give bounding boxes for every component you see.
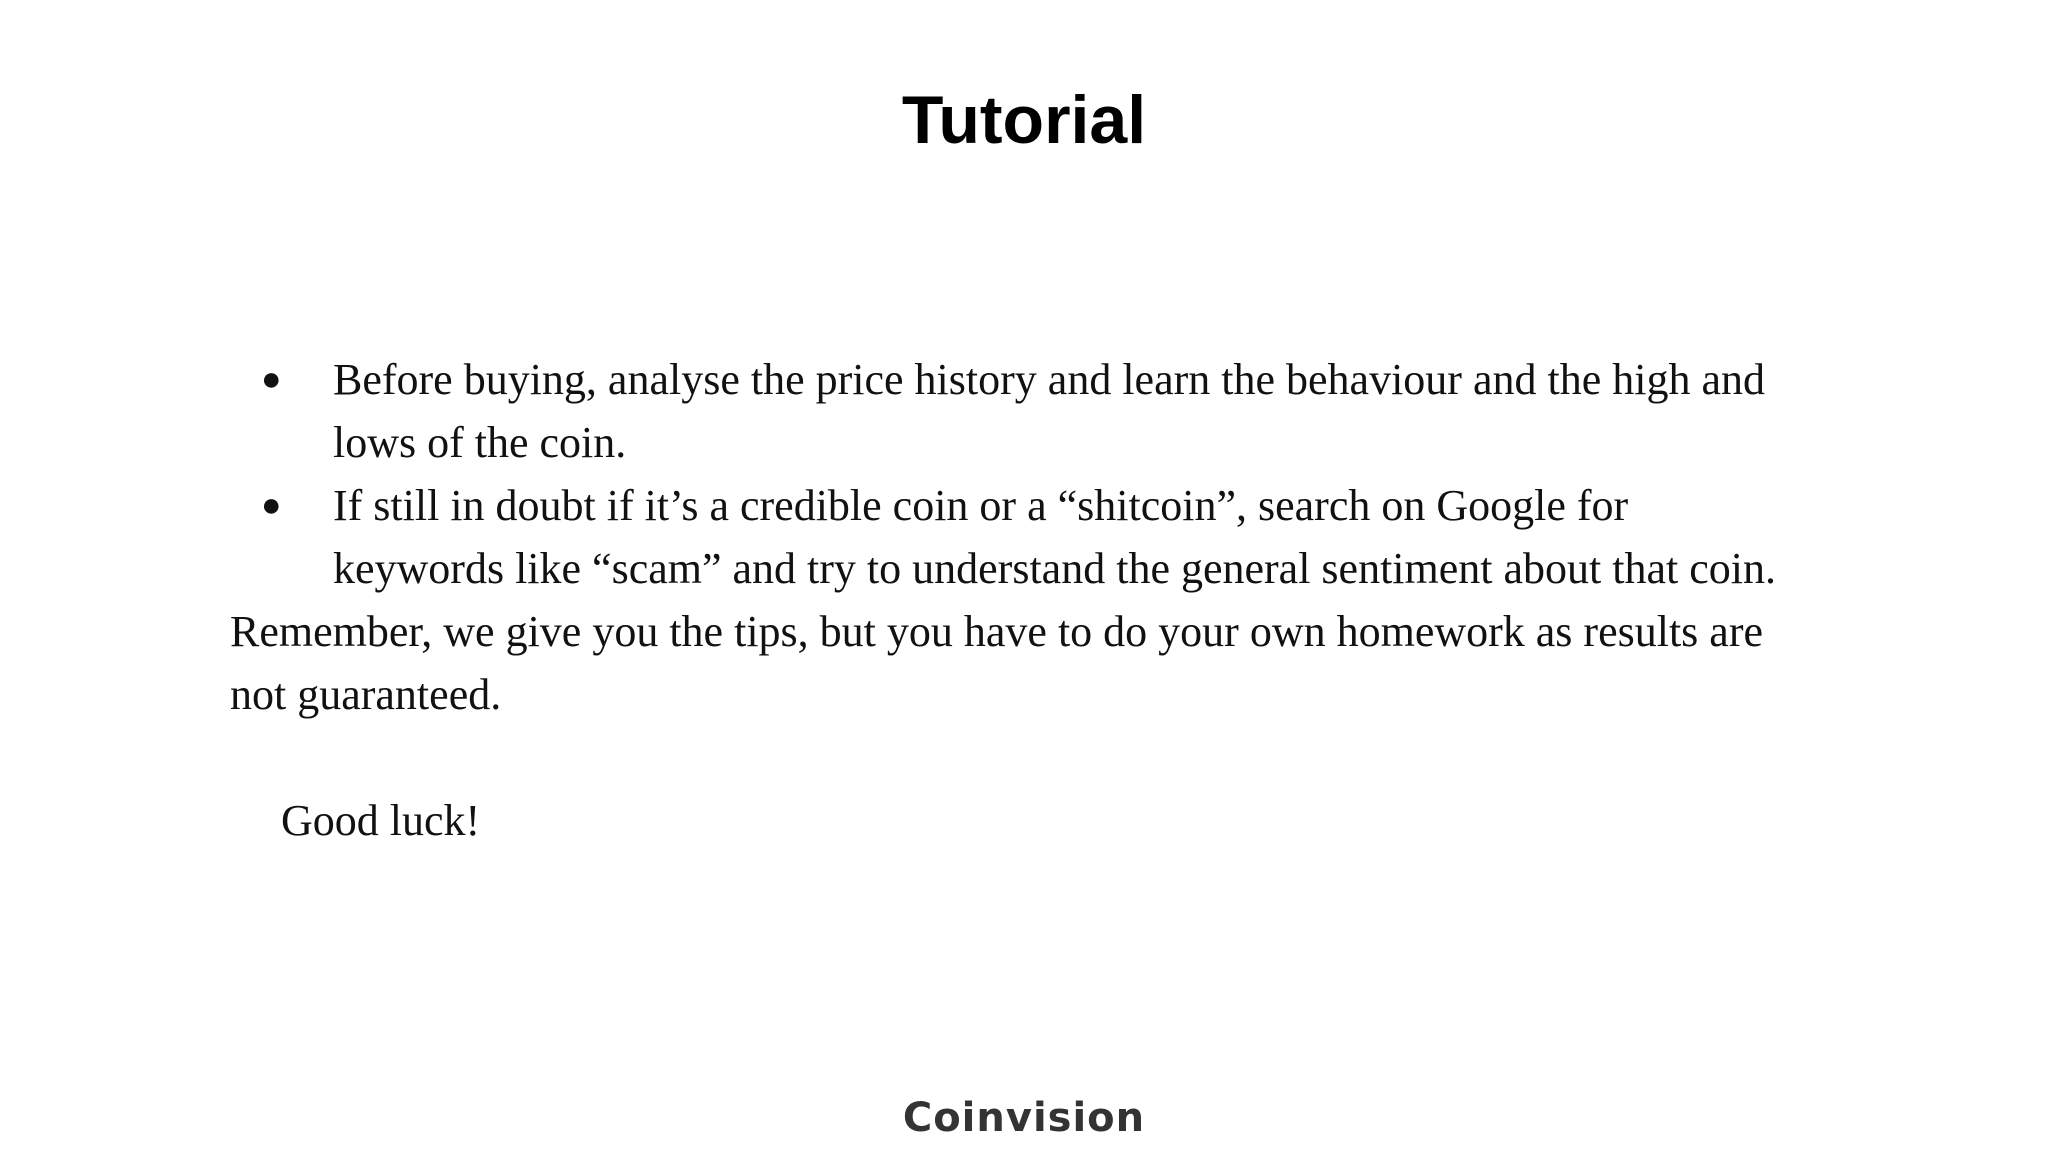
brand-logo: Coinvision [902, 1095, 1146, 1141]
bullet-icon: ● [261, 361, 282, 398]
tip-text: Before buying, analyse the price history and learn the behaviour and the high and lows of the coin. [333, 355, 1765, 467]
closing-text: Good luck! [281, 796, 481, 845]
tip-item [230, 348, 1810, 474]
tip-item [230, 474, 1810, 600]
tips-list [230, 348, 1810, 600]
reminder-text: Remember, we give you the tips, but you have to do your own homework as results are not guaranteed. [230, 607, 1764, 719]
bullet-icon: ● [261, 487, 282, 524]
tip-text: If still in doubt if it’s a credible coin or a “shitcoin”, search on Google for keywords like “scam” and try to understand the general sentiment about that coin. [333, 481, 1776, 593]
slide-body [230, 348, 1810, 852]
slide-title: Tutorial [901, 82, 1147, 158]
